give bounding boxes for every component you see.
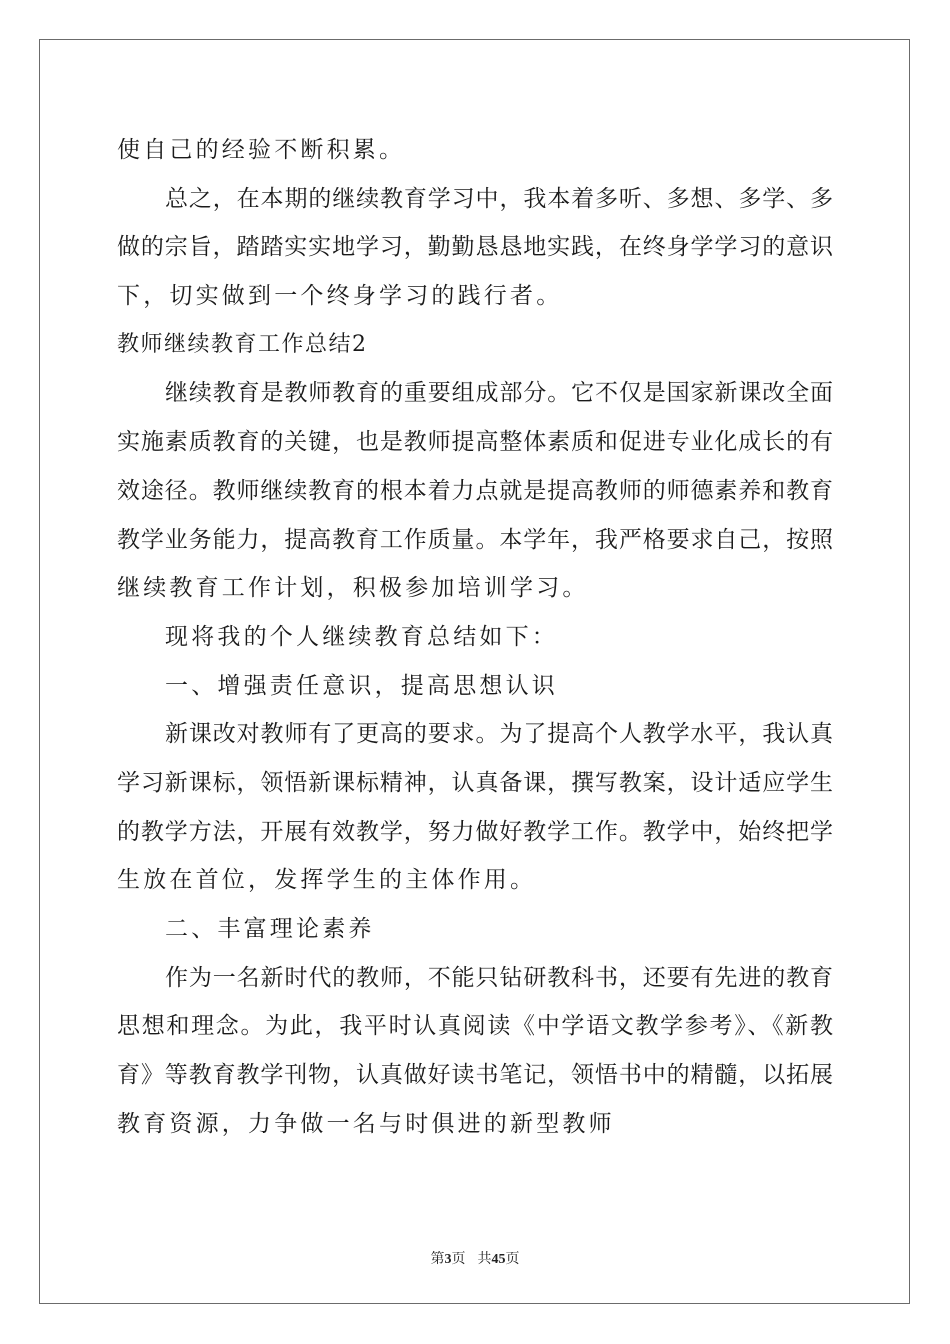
document-body	[117, 126, 833, 1148]
total-pages: 45	[491, 1252, 506, 1267]
paragraph-line: 生放在首位，发挥学生的主体作用。	[117, 867, 537, 894]
paragraph-line: 作为一名新时代的教师，不能只钻研教科书，还要有先进的教育	[165, 964, 833, 991]
section-title: 教师继续教育工作总结2	[117, 331, 368, 357]
paragraph-line: 现将我的个人继续教育总结如下：	[165, 623, 558, 650]
paragraph-line: 学习新课标，领悟新课标精神，认真备课，撰写教案，设计适应学生	[117, 769, 833, 796]
page-number: 3	[444, 1252, 452, 1267]
subheading: 一、增强责任意识，提高思想认识	[165, 672, 558, 699]
paragraph-line: 教学业务能力，提高教育工作质量。本学年，我严格要求自己，按照	[117, 526, 833, 553]
total-prefix: 共	[477, 1252, 492, 1267]
paragraph-line: 实施素质教育的关键，也是教师提高整体素质和促进专业化成长的有	[117, 429, 833, 456]
paragraph-line: 的教学方法，开展有效教学，努力做好教学工作。教学中，始终把学	[117, 818, 833, 845]
page-suffix: 页	[451, 1252, 466, 1267]
paragraph-line: 做的宗旨，踏踏实实地学习，勤勤恳恳地实践，在终身学学习的意识	[117, 234, 833, 261]
paragraph-line: 教育资源，力争做一名与时俱进的新型教师	[117, 1110, 615, 1137]
paragraph-line: 下，切实做到一个终身学习的践行者。	[117, 283, 563, 310]
page-prefix: 第	[430, 1252, 445, 1267]
paragraph-line: 继续教育是教师教育的重要组成部分。它不仅是国家新课改全面	[165, 380, 833, 407]
paragraph-line: 总之，在本期的继续教育学习中，我本着多听、多想、多学、多	[165, 185, 833, 212]
paragraph-line: 育》等教育教学刊物，认真做好读书笔记，领悟书中的精髓，以拓展	[117, 1062, 833, 1089]
paragraph-line: 效途径。教师继续教育的根本着力点就是提高教师的师德素养和教育	[117, 477, 833, 504]
paragraph-line: 使自己的经验不断积累。	[117, 137, 406, 163]
page-footer	[0, 1248, 950, 1268]
subheading: 二、丰富理论素养	[165, 916, 375, 942]
paragraph-line: 思想和理念。为此，我平时认真阅读《中学语文教学参考》、《新教	[117, 1013, 833, 1040]
paragraph-line: 新课改对教师有了更高的要求。为了提高个人教学水平，我认真	[165, 721, 833, 748]
total-suffix: 页	[505, 1252, 520, 1267]
paragraph-line: 继续教育工作计划，积极参加培训学习。	[117, 575, 589, 602]
